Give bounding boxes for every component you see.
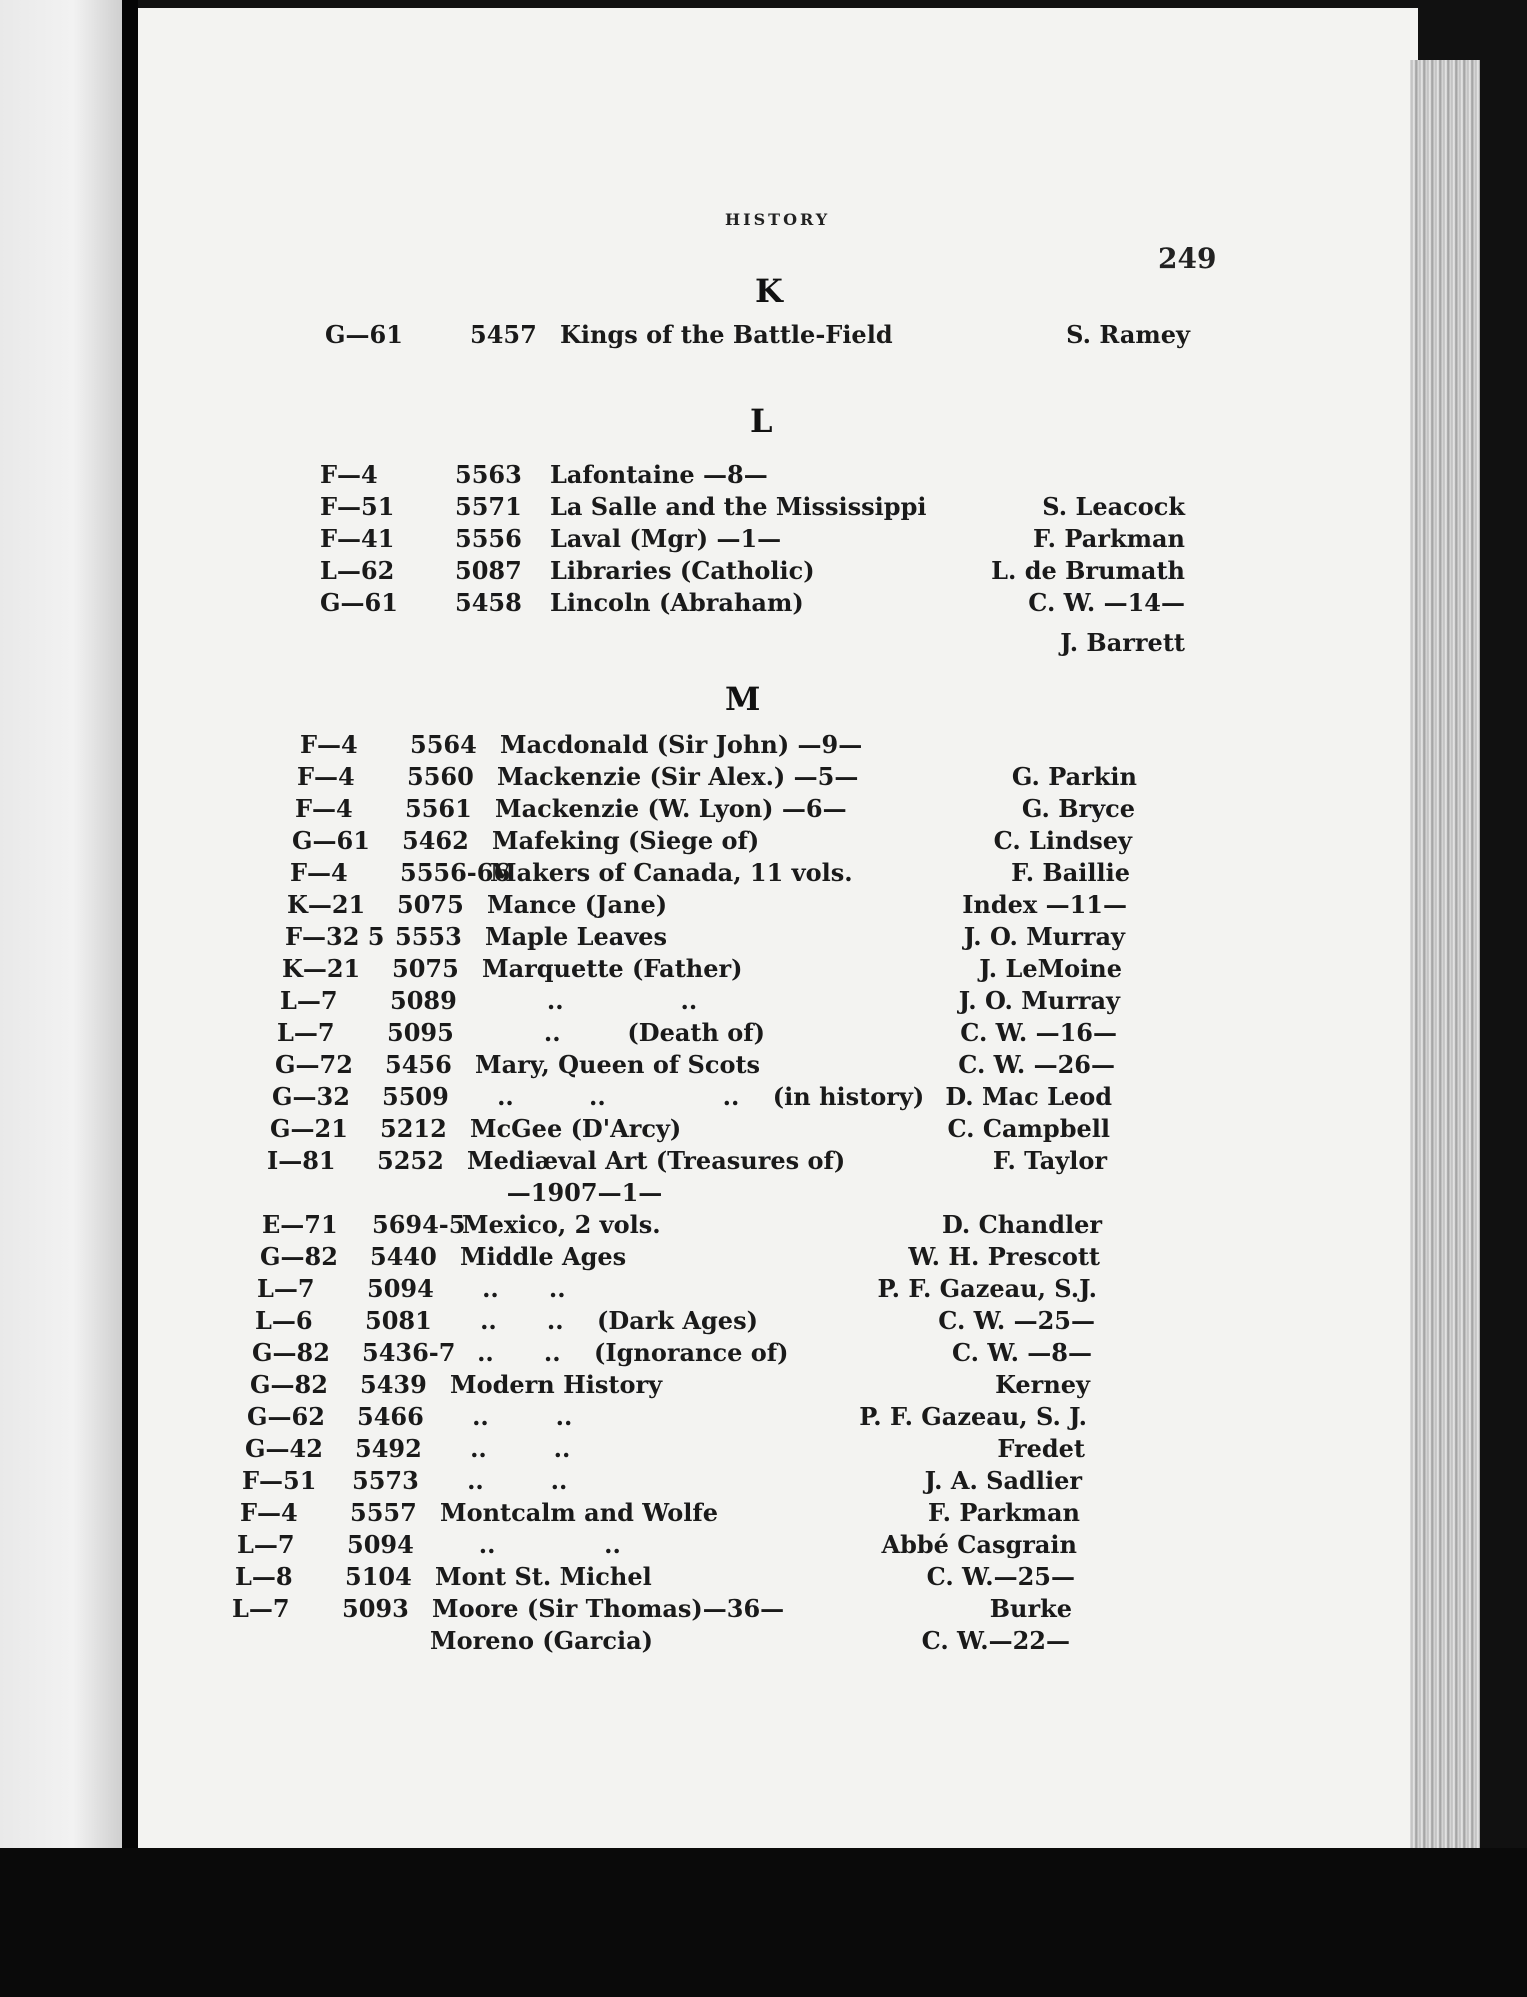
entry-title: McGee (D'Arcy) xyxy=(470,1114,682,1143)
shelf-location: K—21 xyxy=(287,890,366,919)
catalogue-number: 5561 xyxy=(405,794,472,823)
index-entry xyxy=(0,826,1527,862)
index-entry xyxy=(0,460,1527,496)
entry-author: J. O. Murray xyxy=(958,986,1120,1015)
index-entry xyxy=(0,524,1527,560)
entry-title: .. .. (Dark Ages) xyxy=(455,1306,758,1335)
shelf-location: E—71 xyxy=(262,1210,338,1239)
entry-author: Kerney xyxy=(995,1370,1090,1399)
shelf-location: F—4 xyxy=(295,794,353,823)
index-entry xyxy=(0,954,1527,990)
entry-title: Mary, Queen of Scots xyxy=(475,1050,761,1079)
entry-author: Index —11— xyxy=(962,890,1127,919)
entry-title: Middle Ages xyxy=(460,1242,627,1271)
entry-author: C. W. —25— xyxy=(938,1306,1095,1335)
section-letter-k: K xyxy=(755,272,783,310)
shelf-location: F—51 xyxy=(242,1466,317,1495)
entry-author: C. Campbell xyxy=(947,1114,1110,1143)
entry-title: Modern History xyxy=(450,1370,663,1399)
index-entry xyxy=(0,1530,1527,1566)
entry-title: Kings of the Battle-Field xyxy=(560,320,893,349)
catalogue-number: 5095 xyxy=(387,1018,454,1047)
index-entry xyxy=(0,1370,1527,1406)
catalogue-number: 5573 xyxy=(352,1466,419,1495)
catalogue-number: 5457 xyxy=(470,320,537,349)
index-entry xyxy=(0,730,1527,766)
entry-author: C. W. —14— xyxy=(1028,588,1185,617)
index-entry xyxy=(0,1274,1527,1310)
entry-author: C. W. —8— xyxy=(951,1338,1092,1367)
shelf-location: F—4 xyxy=(300,730,358,759)
index-entry xyxy=(0,1242,1527,1278)
shelf-location: G—61 xyxy=(292,826,370,855)
entry-author: S. Leacock xyxy=(1042,492,1185,521)
shelf-location: G—42 xyxy=(245,1434,323,1463)
entry-title: La Salle and the Mississippi xyxy=(550,492,927,521)
catalogue-number: 5556-66 xyxy=(400,858,511,887)
entry-title: Moreno (Garcia) xyxy=(430,1626,653,1655)
entry-title: .. .. xyxy=(437,1530,621,1559)
catalogue-number: 5556 xyxy=(455,524,522,553)
entry-title: Mance (Jane) xyxy=(487,890,668,919)
index-entry xyxy=(0,1466,1527,1502)
shelf-location: G—61 xyxy=(325,320,403,349)
entry-author: J. A. Sadlier xyxy=(924,1466,1082,1495)
entry-author: J. Barrett xyxy=(1060,628,1185,657)
index-entry xyxy=(0,1626,1527,1662)
shelf-location: G—32 xyxy=(272,1082,350,1111)
entry-title: Lafontaine —8— xyxy=(550,460,768,489)
section-letter-m: M xyxy=(725,680,761,718)
shelf-location: L—8 xyxy=(235,1562,293,1591)
catalogue-number: 5458 xyxy=(455,588,522,617)
shelf-location: G—82 xyxy=(260,1242,338,1271)
entry-title: Mackenzie (Sir Alex.) —5— xyxy=(497,762,859,791)
entry-title: Mont St. Michel xyxy=(435,1562,652,1591)
catalogue-number: 5075 xyxy=(397,890,464,919)
catalogue-number: 5212 xyxy=(380,1114,447,1143)
entry-author: W. H. Prescott xyxy=(908,1242,1100,1271)
entry-author: Abbé Casgrain xyxy=(881,1530,1077,1559)
entry-author: Fredet xyxy=(997,1434,1085,1463)
index-entry xyxy=(0,858,1527,894)
index-entry xyxy=(0,1018,1527,1054)
shelf-location: F—32 5 xyxy=(285,922,385,951)
shelf-location: L—7 xyxy=(257,1274,315,1303)
shelf-location: F—51 xyxy=(320,492,395,521)
index-entry xyxy=(0,1306,1527,1342)
entry-title: Laval (Mgr) —1— xyxy=(550,524,782,553)
entry-title: Marquette (Father) xyxy=(482,954,743,983)
section-letter-l: L xyxy=(750,402,773,440)
shelf-location: L—7 xyxy=(277,1018,335,1047)
entry-author: S. Ramey xyxy=(1066,320,1190,349)
catalogue-number: 5509 xyxy=(382,1082,449,1111)
index-entry xyxy=(0,762,1527,798)
entry-title: .. .. xyxy=(447,1402,573,1431)
shelf-location: F—4 xyxy=(240,1498,298,1527)
shelf-location: F—4 xyxy=(320,460,378,489)
index-entry xyxy=(0,1114,1527,1150)
entry-author: F. Parkman xyxy=(1033,524,1185,553)
index-entry xyxy=(0,922,1527,958)
catalogue-number: 5560 xyxy=(407,762,474,791)
entry-author: C. W. —26— xyxy=(958,1050,1115,1079)
index-entry xyxy=(0,1178,1527,1214)
shelf-location: G—61 xyxy=(320,588,398,617)
shelf-location: I—81 xyxy=(267,1146,336,1175)
index-entry xyxy=(0,1210,1527,1246)
shelf-location: L—7 xyxy=(232,1594,290,1623)
catalogue-number: 5694-5 xyxy=(372,1210,466,1239)
catalogue-number: 5492 xyxy=(355,1434,422,1463)
entry-author: F. Taylor xyxy=(992,1146,1107,1175)
index-entry xyxy=(0,1498,1527,1534)
shelf-location: L—62 xyxy=(320,556,395,585)
entry-title: —1907—1— xyxy=(465,1178,663,1207)
index-entry xyxy=(0,320,1527,356)
entry-title: Montcalm and Wolfe xyxy=(440,1498,718,1527)
entry-author: P. F. Gazeau, S.J. xyxy=(877,1274,1097,1303)
scan-background xyxy=(0,1848,1527,1997)
entry-author: D. Chandler xyxy=(941,1210,1102,1239)
shelf-location: G—62 xyxy=(247,1402,325,1431)
catalogue-number: 5564 xyxy=(410,730,477,759)
catalogue-number: 5075 xyxy=(392,954,459,983)
shelf-location: F—4 xyxy=(290,858,348,887)
catalogue-number: 5466 xyxy=(357,1402,424,1431)
index-entry xyxy=(0,1146,1527,1182)
entry-title: .. (Death of) xyxy=(477,1018,765,1047)
shelf-location: K—21 xyxy=(282,954,361,983)
entry-title: Maple Leaves xyxy=(485,922,668,951)
index-entry xyxy=(0,492,1527,528)
catalogue-number: 5089 xyxy=(390,986,457,1015)
index-entry xyxy=(0,890,1527,926)
catalogue-number: 5252 xyxy=(377,1146,444,1175)
catalogue-number: 5093 xyxy=(342,1594,409,1623)
entry-author: F. Parkman xyxy=(928,1498,1080,1527)
catalogue-number: 5081 xyxy=(365,1306,432,1335)
catalogue-number: 5087 xyxy=(455,556,522,585)
shelf-location: L—7 xyxy=(237,1530,295,1559)
index-entry xyxy=(0,1338,1527,1374)
catalogue-number: 5440 xyxy=(370,1242,437,1271)
entry-title: .. .. .. (in history) xyxy=(472,1082,925,1111)
index-entry xyxy=(0,628,1527,664)
shelf-location: G—72 xyxy=(275,1050,353,1079)
index-entry xyxy=(0,1434,1527,1470)
shelf-location: G—21 xyxy=(270,1114,348,1143)
catalogue-number: 5104 xyxy=(345,1562,412,1591)
index-entry xyxy=(0,794,1527,830)
running-head: HISTORY xyxy=(725,210,831,229)
entry-author: G. Parkin xyxy=(1011,762,1137,791)
catalogue-number: 5553 xyxy=(395,922,462,951)
index-entry xyxy=(0,1050,1527,1086)
catalogue-number: 5094 xyxy=(347,1530,414,1559)
catalogue-number: 5439 xyxy=(360,1370,427,1399)
index-entry xyxy=(0,588,1527,624)
catalogue-number: 5557 xyxy=(350,1498,417,1527)
shelf-location: L—6 xyxy=(255,1306,313,1335)
entry-author: F. Baillie xyxy=(1011,858,1130,887)
entry-title: .. .. xyxy=(445,1434,571,1463)
entry-title: Macdonald (Sir John) —9— xyxy=(500,730,863,759)
entry-title: .. .. (Ignorance of) xyxy=(452,1338,789,1367)
entry-title: Mackenzie (W. Lyon) —6— xyxy=(495,794,847,823)
page-number: 249 xyxy=(1158,242,1217,275)
entry-title: .. .. xyxy=(480,986,698,1015)
entry-title: Moore (Sir Thomas)—36— xyxy=(432,1594,785,1623)
catalogue-number: 5571 xyxy=(455,492,522,521)
shelf-location: G—82 xyxy=(252,1338,330,1367)
entry-author: J. O. Murray xyxy=(963,922,1125,951)
entry-author: Burke xyxy=(989,1594,1072,1623)
entry-author: P. F. Gazeau, S. J. xyxy=(859,1402,1087,1431)
entry-title: Libraries (Catholic) xyxy=(550,556,815,585)
entry-author: J. LeMoine xyxy=(979,954,1122,983)
catalogue-number: 5456 xyxy=(385,1050,452,1079)
entry-title: Makers of Canada, 11 vols. xyxy=(490,858,853,887)
entry-author: G. Bryce xyxy=(1021,794,1135,823)
shelf-location: F—4 xyxy=(297,762,355,791)
catalogue-number: 5462 xyxy=(402,826,469,855)
shelf-location: F—41 xyxy=(320,524,395,553)
index-entry xyxy=(0,1402,1527,1438)
index-entry xyxy=(0,986,1527,1022)
shelf-location: G—82 xyxy=(250,1370,328,1399)
entry-title: .. .. xyxy=(442,1466,568,1495)
index-entry xyxy=(0,1082,1527,1118)
entry-title: Lincoln (Abraham) xyxy=(550,588,804,617)
entry-author: C. Lindsey xyxy=(993,826,1132,855)
index-entry xyxy=(0,1562,1527,1598)
catalogue-number: 5436-7 xyxy=(362,1338,456,1367)
index-entry xyxy=(0,556,1527,592)
entry-author: L. de Brumath xyxy=(991,556,1185,585)
shelf-location: L—7 xyxy=(280,986,338,1015)
entry-author: C. W.—25— xyxy=(926,1562,1075,1591)
entry-title: Mediæval Art (Treasures of) xyxy=(467,1146,846,1175)
entry-author: D. Mac Leod xyxy=(945,1082,1112,1111)
index-entry xyxy=(0,1594,1527,1630)
entry-author: C. W. —16— xyxy=(960,1018,1117,1047)
entry-title: Mafeking (Siege of) xyxy=(492,826,760,855)
catalogue-number: 5563 xyxy=(455,460,522,489)
catalogue-number: 5094 xyxy=(367,1274,434,1303)
entry-title: .. .. xyxy=(457,1274,566,1303)
entry-title: Mexico, 2 vols. xyxy=(462,1210,661,1239)
entry-author: C. W.—22— xyxy=(921,1626,1070,1655)
